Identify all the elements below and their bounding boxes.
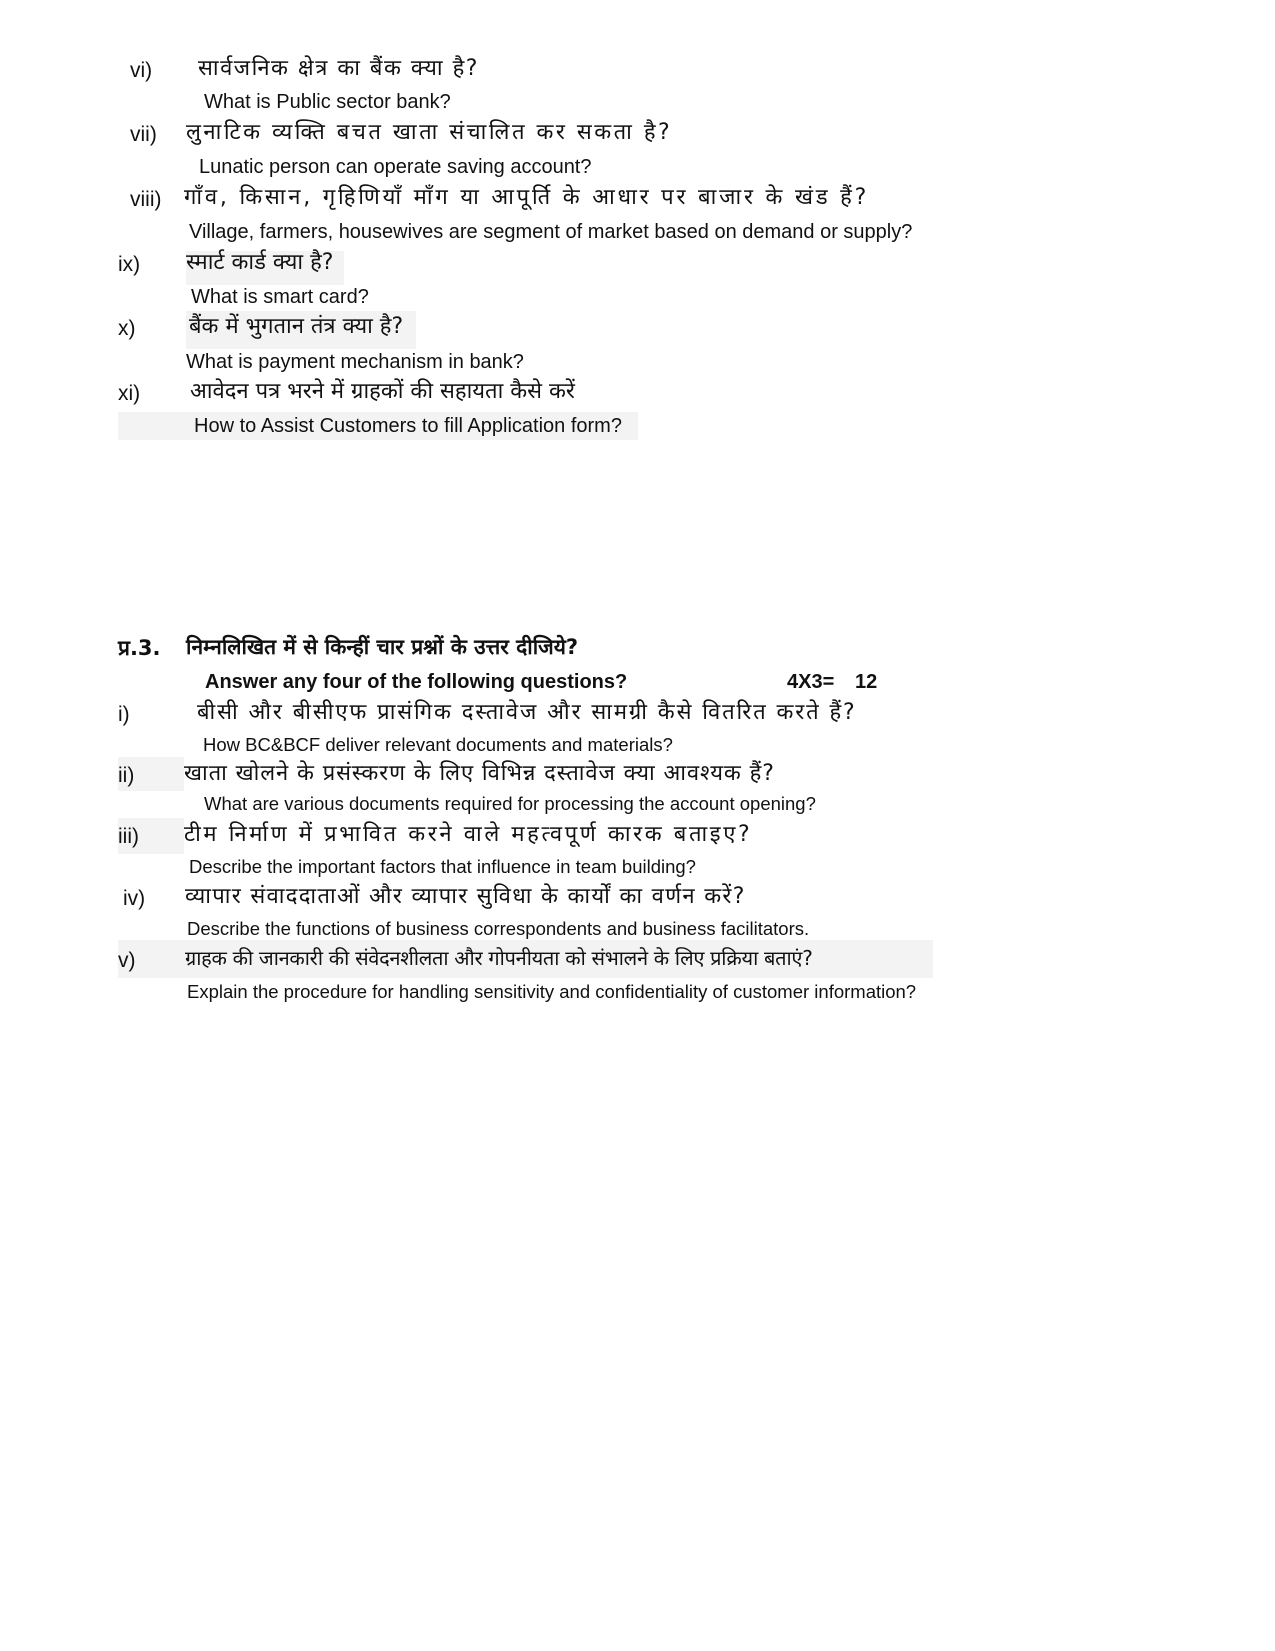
question-english: How to Assist Customers to fill Application form? — [194, 415, 622, 437]
question-number: v) — [118, 949, 136, 972]
question-number: i) — [118, 703, 130, 726]
question-number: ii) — [118, 764, 135, 787]
question-number: viii) — [130, 188, 162, 211]
question-number: x) — [118, 317, 136, 340]
question-english: What is payment mechanism in bank? — [186, 351, 524, 373]
marks-total: 12 — [855, 671, 878, 693]
section-heading-hindi: निम्नलिखित में से किन्हीं चार प्रश्नों के उत्तर दीजिये? — [186, 635, 579, 659]
question-hindi: आवेदन पत्र भरने में ग्राहकों की सहायता कैसे करें — [190, 379, 575, 404]
question-hindi: खाता खोलने के प्रसंस्करण के लिए विभिन्न दस्तावेज क्या आवश्यक हैं? — [184, 761, 775, 786]
question-number: vi) — [130, 59, 153, 82]
question-english: How BC&BCF deliver relevant documents and materials? — [203, 734, 673, 755]
question-number: vii) — [130, 123, 157, 146]
question-hindi: टीम निर्माण में प्रभावित करने वाले महत्वपूर्ण कारक बताइए? — [184, 822, 753, 847]
marks-formula: 4X3= — [787, 671, 835, 693]
question-hindi: गाँव, किसान, गृहिणियाँ माँग या आपूर्ति के आधार पर बाजार के खंड हैं? — [184, 185, 870, 210]
question-english: Explain the procedure for handling sensitivity and confidentiality of customer information? — [187, 981, 917, 1002]
question-number: xi) — [118, 382, 141, 405]
question-english: Village, farmers, housewives are segment of market based on demand or supply? — [189, 221, 913, 243]
question-number: ix) — [118, 253, 141, 276]
question-hindi: व्यापार संवाददाताओं और व्यापार सुविधा के कार्यों का वर्णन करें? — [185, 884, 746, 909]
question-number: iii) — [118, 825, 139, 848]
question-number: iv) — [123, 887, 146, 910]
question-hindi: बैंक में भुगतान तंत्र क्या है? — [189, 314, 404, 339]
question-hindi: सार्वजनिक क्षेत्र का बैंक क्या है? — [198, 56, 479, 81]
question-english: What is smart card? — [191, 286, 369, 308]
question-english: What are various documents required for processing the account opening? — [204, 793, 816, 814]
question-english: Describe the important factors that influence in team building? — [189, 856, 696, 877]
section-heading-english: Answer any four of the following questions? — [205, 671, 628, 693]
question-hindi: स्मार्ट कार्ड क्या है? — [186, 250, 334, 275]
question-english: Lunatic person can operate saving account? — [199, 156, 592, 178]
question-english: Describe the functions of business correspondents and business facilitators. — [187, 918, 810, 939]
section-label: प्र.3. — [118, 636, 161, 660]
question-hindi: ग्राहक की जानकारी की संवेदनशीलता और गोपनीयता को संभालने के लिए प्रक्रिया बताएं? — [185, 946, 813, 970]
question-english: What is Public sector bank? — [204, 91, 451, 113]
question-hindi: लुनाटिक व्यक्ति बचत खाता संचालित कर सकता है? — [186, 120, 673, 145]
question-hindi: बीसी और बीसीएफ प्रासंगिक दस्तावेज और सामग्री कैसे वितरित करते हैं? — [197, 700, 857, 725]
